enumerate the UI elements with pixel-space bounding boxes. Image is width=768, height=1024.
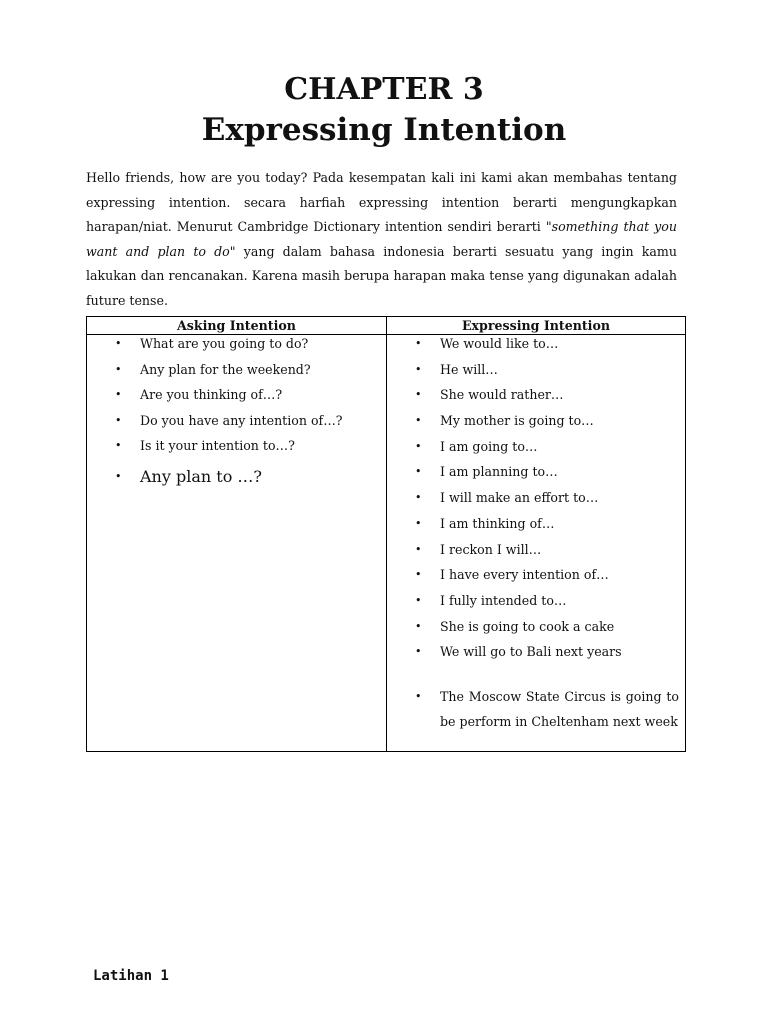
asking-column	[87, 335, 387, 752]
list-item: • We would like to…	[387, 335, 685, 361]
list-item: • My mother is going to…	[387, 412, 685, 438]
list-item: • She would rather…	[387, 386, 685, 412]
list-item: • I will make an effort to…	[387, 489, 685, 515]
list-item: • Is it your intention to…?	[87, 437, 386, 463]
intro-text-2: yang dalam bahasa indonesia berarti sesuatu yang ingin kamu lakukan dan rencanakan. Karena masih berupa harapan maka tense yang digunakan adalah future tense.	[86, 243, 677, 308]
list-item: • Do you have any intention of…?	[87, 412, 386, 438]
list-item: • Any plan to …?	[87, 465, 386, 491]
list-item: • I am going to…	[387, 438, 685, 464]
list-item: • I reckon I will…	[387, 541, 685, 567]
list-item: • Are you thinking of…?	[87, 386, 386, 412]
page-title: Expressing Intention	[201, 112, 567, 148]
intro-paragraph	[86, 166, 677, 314]
header-asking-intention: Asking Intention	[87, 317, 387, 335]
chapter-heading: CHAPTER 3	[284, 72, 484, 107]
intro-text-1: Hello friends, how are you today? Pada kesempatan kali ini kami akan membahas tentang expressing intention. secara harfiah expressing intention berarti mengungkapkan harapan/niat. Menurut Cambridge Dictionary intention sendiri berarti	[86, 170, 677, 235]
list-item: • We will go to Bali next years	[387, 643, 685, 669]
list-item: • I fully intended to…	[387, 592, 685, 618]
expressing-list	[387, 335, 685, 735]
list-item: • She is going to cook a cake	[387, 618, 685, 644]
list-item: • He will…	[387, 361, 685, 387]
list-item: • I have every intention of…	[387, 566, 685, 592]
list-item: • I am planning to…	[387, 463, 685, 489]
intro-quote: "something that you want and plan to do"	[86, 219, 677, 259]
intention-table	[86, 316, 686, 752]
expressing-column	[387, 335, 686, 752]
list-item: • What are you going to do?	[87, 335, 386, 361]
asking-list	[87, 335, 386, 490]
list-item: • Any plan for the weekend?	[87, 361, 386, 387]
list-item: • I am thinking of…	[387, 515, 685, 541]
header-expressing-intention: Expressing Intention	[387, 317, 686, 335]
list-item: • The Moscow State Circus is going to be perform in Cheltenham next week	[387, 684, 685, 735]
exercise-label: Latihan 1	[93, 968, 169, 984]
